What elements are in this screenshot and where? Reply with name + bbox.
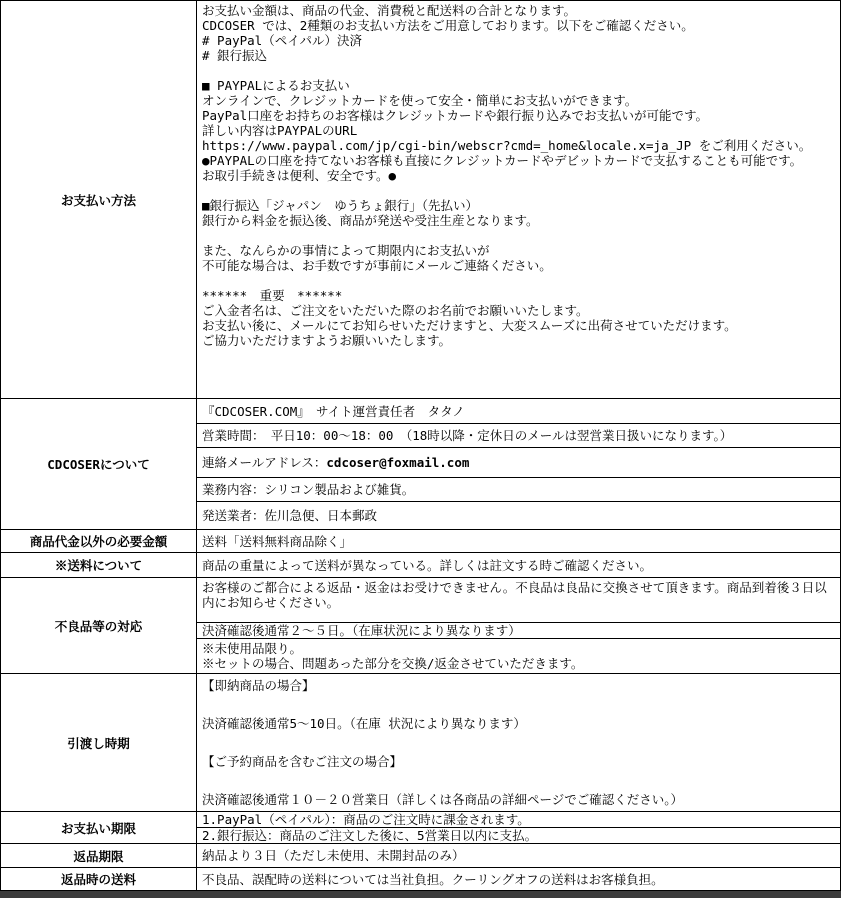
- content-line: 【即納商品の場合】: [202, 678, 315, 693]
- row-defective-items: [1, 577, 840, 673]
- content-cell: [197, 638, 840, 673]
- window-bottom-bar: [0, 891, 841, 898]
- business-hours-text: 営業時間： 平日10：00～18：00 （18時以降・定休日のメールは翌営業日扱いになります。）: [202, 428, 733, 443]
- content-cell: [197, 447, 840, 477]
- content-line: ご協力いただけますようお願いいたします。: [202, 333, 452, 348]
- payment-deadline-content: [197, 812, 840, 843]
- paypal-url-text: https://www.paypal.com/jp/cgi-bin/webscr?cmd=_home&locale.x=ja_JP をご利用ください。: [202, 138, 812, 153]
- content-line: CDCOSER では、2種類のお支払い方法をご用意しております。以下をご確認ください。: [202, 18, 694, 33]
- content-line: お支払い金額は、商品の代金、消費税と配送料の合計となります。: [202, 3, 577, 18]
- row-payment-deadline: [1, 811, 840, 843]
- content-line: # 銀行振込: [202, 48, 268, 63]
- content-cell: [197, 501, 840, 529]
- content-line: [202, 695, 835, 714]
- row-label-payment-method: お支払い方法: [1, 1, 197, 398]
- return-deadline-content: [197, 844, 840, 867]
- content-line: ****** 重要 ******: [202, 288, 343, 303]
- content-cell: [197, 423, 840, 447]
- content-line: 納品より３日（ただし未使用、未開封品のみ）: [202, 848, 465, 863]
- content-line: ●PAYPALの口座を持てないお客様も直接にクレジットカードやデビットカードで支払することも可能です。: [202, 153, 803, 168]
- content-line: また、なんらかの事情によって期限内にお支払いが: [202, 243, 490, 258]
- content-line: [202, 228, 835, 243]
- content-cell: [197, 553, 840, 577]
- content-line: ※セットの場合、問題あった部分を交換/返金させていただきます。: [202, 656, 584, 671]
- content-line: 詳しい内容はPAYPALのURL: [202, 123, 358, 138]
- contact-email-line: [202, 455, 835, 470]
- content-line: ■ PAYPALによるお支払い: [202, 78, 350, 93]
- row-delivery-time: [1, 673, 840, 811]
- content-line: [202, 273, 835, 288]
- row-label-about-cdcoser: CDCOSERについて: [1, 399, 197, 529]
- row-label-return-deadline: 返品期限: [1, 844, 197, 867]
- row-shipping-info: [1, 552, 840, 577]
- content-cell: [197, 477, 840, 501]
- row-label-extra-fees: 商品代金以外の必要金額: [1, 530, 197, 552]
- content-line: [202, 771, 835, 790]
- content-line: 商品の重量によって送料が異なっている。詳しくは註文する時ご確認ください。: [202, 557, 653, 573]
- row-return-shipping-cost: [1, 867, 840, 890]
- content-cell: [197, 674, 840, 811]
- content-cell: [197, 844, 840, 867]
- content-line: オンラインで、クレジットカードを使って安全・簡単にお支払いができます。: [202, 93, 638, 108]
- content-line: ※未使用品限り。: [202, 641, 303, 656]
- shipping-info-content: [197, 553, 840, 577]
- row-return-deadline: [1, 843, 840, 867]
- business-description-text: 業務内容：シリコン製品および雑貨。: [202, 482, 415, 497]
- content-line: 1.PayPal（ペイパル）：商品のご注文時に課金されます。: [202, 812, 530, 827]
- row-label-shipping-info: ※送料について: [1, 553, 197, 577]
- content-cell: [197, 827, 840, 843]
- row-about-cdcoser: [1, 398, 840, 529]
- content-cell: [197, 622, 840, 638]
- content-line: 【ご予約商品を含むご注文の場合】: [202, 754, 403, 769]
- content-line: ■銀行振込「ジャパン ゆうちょ銀行」（先払い）: [202, 198, 479, 213]
- shipping-carrier-text: 発送業者：佐川急便、日本郵政: [202, 508, 378, 523]
- content-line: 2.銀行振込：商品のご注文した後に、5営業日以内に支払。: [202, 828, 538, 843]
- content-line: お取引手続きは便利、安全です。●: [202, 168, 397, 183]
- row-payment-method: [1, 1, 840, 398]
- content-line: 銀行から料金を振込後、商品が発送や受注生産となります。: [202, 213, 539, 228]
- content-line: [202, 733, 835, 752]
- content-line: PayPal口座をお持ちのお客様はクレジットカードや銀行振り込みでお支払いが可能です。: [202, 108, 708, 123]
- content-line: 不可能な場合は、お手数ですが事前にメールご連絡ください。: [202, 258, 552, 273]
- content-line: 決済確認後通常１０－２０営業日（詳しくは各商品の詳細ページでご確認ください。）: [202, 792, 684, 807]
- site-operator-text: 『CDCOSER.COM』 サイト運営責任者 タタノ: [202, 403, 465, 419]
- row-label-return-shipping-cost: 返品時の送料: [1, 868, 197, 890]
- row-label-defective-items: 不良品等の対応: [1, 578, 197, 673]
- defective-items-content: [197, 578, 840, 673]
- content-line: 送料「送料無料商品除く」: [202, 533, 353, 549]
- content-cell: [197, 868, 840, 890]
- row-extra-fees: [1, 529, 840, 552]
- row-label-delivery-time: 引渡し時期: [1, 674, 197, 811]
- content-line: 決済確認後通常２～５日。（在庫状況により異なります）: [202, 623, 521, 638]
- return-shipping-cost-content: [197, 868, 840, 890]
- extra-fees-content: [197, 530, 840, 552]
- contact-email-address: cdcoser@foxmail.com: [326, 455, 470, 470]
- contact-email-label: 連絡メールアドレス：: [202, 455, 327, 470]
- payment-method-content: [197, 1, 840, 398]
- content-cell: [197, 399, 840, 423]
- content-line: お支払い後に、メールにてお知らせいただけますと、大変スムーズに出荷させていただけます。: [202, 318, 737, 333]
- content-line: 不良品、誤配時の送料については当社負担。クーリングオフの送料はお客様負担。: [202, 871, 664, 887]
- content-line: ご入金者名は、ご注文をいただいた際のお名前でお願いいたします。: [202, 303, 589, 318]
- content-line: 決済確認後通常5～10日。（在庫 状況により異なります）: [202, 716, 526, 731]
- content-cell: [197, 1, 840, 398]
- content-cell: [197, 578, 840, 622]
- content-cell: [197, 812, 840, 827]
- content-line: お客様のご都合による返品・返金はお受けできません。不良品は良品に交換させて頂きます。商品到着後３日以内にお知らせください。: [202, 580, 827, 610]
- content-line: # PayPal（ペイパル）決済: [202, 33, 362, 48]
- content-line: [202, 183, 835, 198]
- about-cdcoser-content: [197, 399, 840, 529]
- content-cell: [197, 530, 840, 552]
- content-line: [202, 63, 835, 78]
- row-label-payment-deadline: お支払い期限: [1, 812, 197, 843]
- delivery-time-content: [197, 674, 840, 811]
